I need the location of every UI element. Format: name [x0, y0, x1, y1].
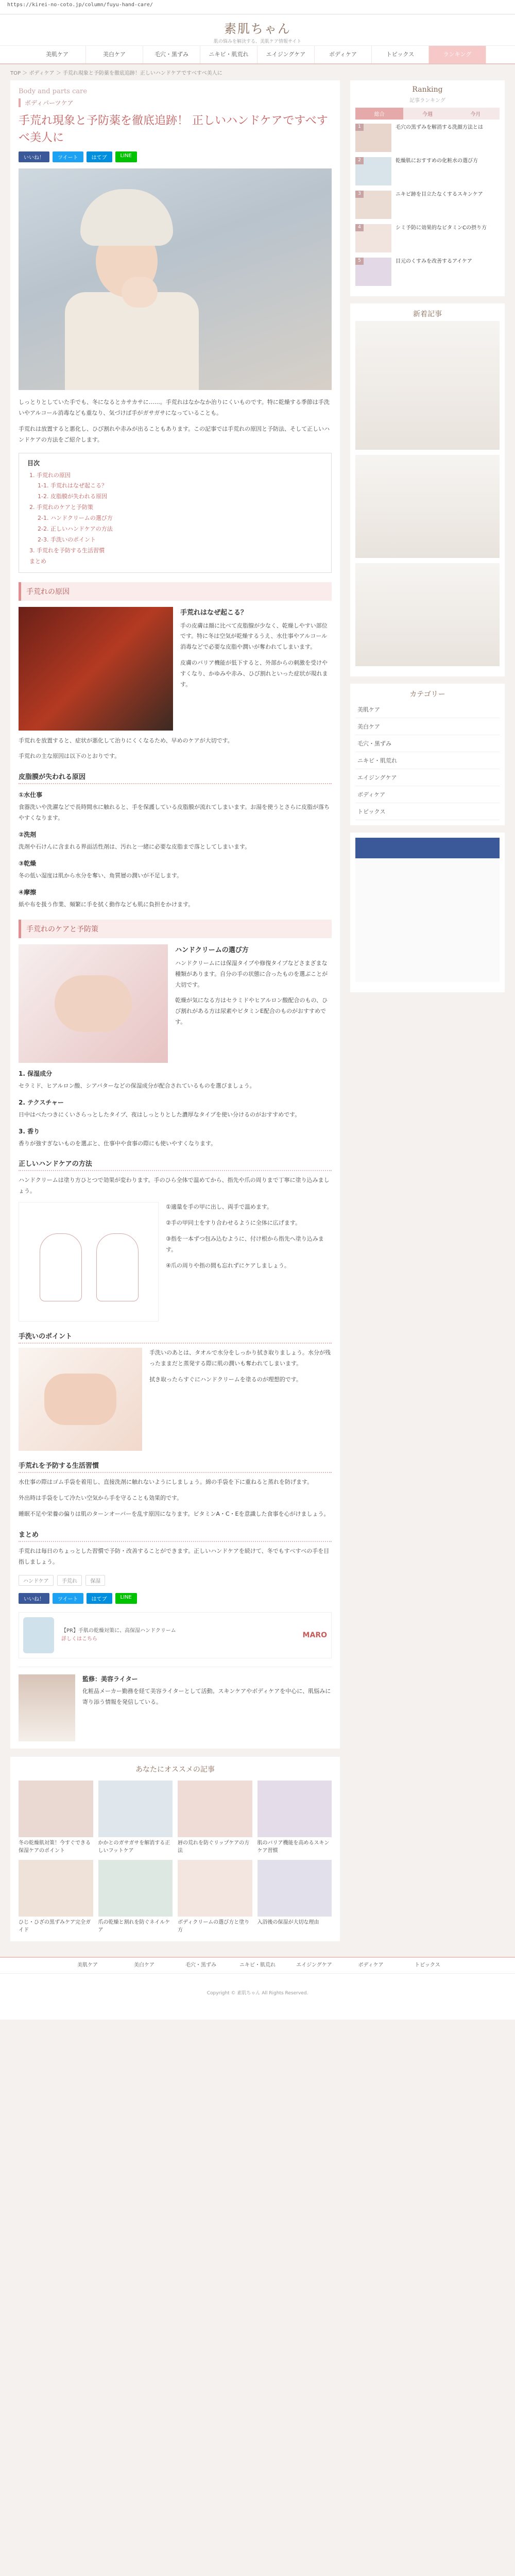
step-text: ④爪の周りや指の間も忘れずにケアしましょう。 [166, 1262, 290, 1269]
category-item[interactable]: エイジングケア [355, 769, 500, 786]
footer-nav-item[interactable]: 美肌ケア [77, 1962, 98, 1968]
rank-number: 5 [355, 258, 364, 265]
recommend-card-title: 爪の乾燥と割れを防ぐネイルケア [98, 1919, 170, 1933]
toc-item[interactable]: 2-3. 手洗いのポイント [38, 536, 96, 543]
global-nav [0, 45, 515, 64]
paragraph: 手荒れの主な原因は以下のとおりです。 [19, 753, 121, 760]
recommend-card[interactable] [19, 1781, 93, 1855]
item-heading: ③乾燥 [19, 860, 37, 868]
section-heading: 手荒れのケアと予防策 [19, 920, 332, 938]
facebook-share-button[interactable]: いいね！ [19, 1593, 49, 1604]
footer-nav-item[interactable]: 美白ケア [134, 1962, 154, 1968]
tag-list [19, 1575, 332, 1586]
rank-number: 2 [355, 157, 364, 164]
ad-text: 【PR】手肌の乾燥対策に、高保湿ハンドクリーム [61, 1628, 176, 1634]
hatena-share-button[interactable]: はてブ [87, 151, 112, 162]
footer-nav [0, 1958, 515, 1974]
copyright: Copyright © 素肌ちゃん All Rights Reserved. [207, 1990, 308, 1996]
line-share-button[interactable]: LINE [115, 1593, 137, 1604]
facebook-widget[interactable] [355, 838, 500, 982]
subsection-heading: 皮脂膜が失われる原因 [19, 769, 332, 784]
paragraph: 睡眠不足や栄養の偏りは肌のターンオーバーを乱す原因になります。ビタミンA・C・Eを意識した食事を心がけましょう。 [19, 1511, 330, 1518]
paragraph: 乾燥が気になる方はセラミドやヒアルロン酸配合のもの、ひび割れがある方は尿素やビタミンE配合のものがおすすめです。 [175, 997, 328, 1026]
item-heading: 3. 香り [19, 1127, 40, 1135]
paragraph: 香りが強すぎないものを選ぶと、仕事中や食事の際にも使いやすくなります。 [19, 1140, 217, 1147]
pickup-title: 新着記事 [413, 310, 442, 318]
item-heading: 2. テクスチャー [19, 1098, 64, 1106]
rank-number: 4 [355, 224, 364, 231]
ranking-item[interactable] [355, 124, 500, 152]
toc-title: 目次 [27, 459, 40, 467]
section-heading: 手荒れの原因 [19, 582, 332, 601]
tab-week[interactable]: 今週 [403, 108, 451, 120]
line-share-button[interactable]: LINE [115, 151, 137, 162]
paragraph: 冬の低い湿度は肌から水分を奪い、角質層の潤いが不足します。 [19, 872, 183, 879]
recommend-card-title: 冬の乾燥肌対策！今すぐできる保湿ケアのポイント [19, 1840, 91, 1854]
toc-item[interactable]: 1. 手荒れの原因 [29, 471, 71, 479]
nav-item[interactable]: トピックス [372, 46, 429, 63]
ranking-subtitle: 記事ランキング [409, 98, 445, 104]
ranking-item[interactable] [355, 157, 500, 185]
nav-item[interactable]: ニキビ・肌荒れ [200, 46, 258, 63]
category-item[interactable]: トピックス [355, 803, 500, 820]
tab-month[interactable]: 今月 [452, 108, 500, 120]
recommend-card-title: 入浴後の保湿が大切な理由 [257, 1919, 319, 1925]
article-title: 手荒れ現象と予防薬を徹底追跡！ 正しいハンドケアですべすべ美人に [19, 114, 328, 144]
site-footer [0, 1957, 515, 2020]
category-en: Body and parts care [19, 88, 88, 95]
subsection-heading: 正しいハンドケアの方法 [19, 1156, 332, 1171]
table-of-contents [19, 453, 332, 573]
paragraph: 日中はべたつきにくいさらっとしたタイプ、夜はしっとりとした濃厚なタイプを使い分けるのがおすすめです。 [19, 1111, 301, 1118]
nav-item[interactable]: 美白ケア [86, 46, 143, 63]
intro-paragraph: 手荒れは放置すると悪化し、ひび割れや赤みが出ることもあります。この記事では手荒れの原因と予防法、そして正しいハンドケアの方法をご紹介します。 [19, 425, 330, 443]
nav-item[interactable]: 毛穴・黒ずみ [143, 46, 200, 63]
ad-brand-logo: MARO [302, 1631, 327, 1639]
product-banner[interactable] [355, 321, 500, 450]
tag[interactable]: 保湿 [85, 1575, 105, 1586]
paragraph: 拭き取ったらすぐにハンドクリームを塗るのが理想的です。 [149, 1376, 302, 1383]
ranking-item-title: 目元のくすみを改善するアイケア [396, 259, 472, 264]
share-buttons-bottom [19, 1593, 332, 1604]
nav-item[interactable]: エイジングケア [258, 46, 315, 63]
footer-nav-item[interactable]: エイジングケア [296, 1962, 332, 1968]
product-banner[interactable] [355, 455, 500, 558]
intro-paragraph: しっとりとしていた手でも、冬になるとカサカサに……。手荒れはなかなか治りにくいものです。特に乾燥する季節は手洗いやアルコール消毒なども重なり、気づけば手がガサガサになっていることも。 [19, 399, 330, 416]
paragraph: ハンドクリームには保湿タイプや修復タイプなどさまざまな種類があります。自分の手の状態に合ったものを選ぶことが大切です。 [175, 959, 328, 988]
toc-item[interactable]: 2-2. 正しいハンドケアの方法 [38, 526, 113, 533]
tag[interactable]: ハンドケア [19, 1575, 54, 1586]
product-banner[interactable] [355, 563, 500, 666]
ranking-box [350, 80, 505, 296]
step-text: ②手の甲同士をすり合わせるように全体に広げます。 [166, 1219, 301, 1227]
address-bar[interactable]: https://kirei-no-coto.jp/column/fuyu-hand-care/ [0, 0, 515, 14]
toc-item[interactable]: 2-1. ハンドクリームの選び方 [38, 515, 113, 522]
ranking-item-title: ニキビ跡を目立たなくするスキンケア [396, 192, 483, 197]
step-text: ①適量を手の甲に出し、両手で温めます。 [166, 1204, 272, 1211]
step-text: ③指を一本ずつ包み込むように、付け根から指先へ塗り込みます。 [166, 1235, 324, 1253]
rank-number: 1 [355, 124, 364, 131]
subsection-heading: ハンドクリームの選び方 [175, 946, 249, 954]
site-header [0, 14, 515, 45]
recommend-card[interactable] [178, 1781, 252, 1855]
hand-cream-image [19, 944, 168, 1063]
item-heading: 1. 保湿成分 [19, 1070, 53, 1077]
ranking-item-title: シミ予防に効果的なビタミンCの摂り方 [396, 225, 487, 231]
ranking-item-title: 毛穴の黒ずみを解消する洗顔方法とは [396, 125, 483, 130]
author-box [19, 1667, 332, 1741]
paragraph: 食器洗いや洗濯などで長時間水に触れると、手を保護している皮脂膜が流れてしまいます。お湯を使うとさらに皮脂が落ちやすくなります。 [19, 804, 330, 822]
sidebar [350, 80, 505, 1749]
recommend-card[interactable] [178, 1860, 252, 1934]
footer-nav-item[interactable]: 毛穴・黒ずみ [185, 1962, 216, 1968]
subsection-heading: 手荒れを予防する生活習慣 [19, 1458, 332, 1473]
recommend-card[interactable] [258, 1781, 332, 1855]
site-logo[interactable]: 素肌ちゃん [224, 22, 291, 36]
hand-washing-image [19, 1348, 142, 1451]
ad-banner[interactable] [19, 1612, 332, 1658]
item-heading: ②洗剤 [19, 831, 37, 839]
author-avatar [19, 1674, 75, 1741]
recommend-card-title: 肌のバリア機能を高めるスキンケア習慣 [257, 1840, 330, 1854]
ranking-item[interactable] [355, 224, 500, 252]
facebook-share-button[interactable]: いいね！ [19, 151, 49, 162]
paragraph: ハンドクリームは塗り方ひとつで効果が変わります。手のひら全体で温めてから、指先や爪の周りまで丁寧に塗り込みましょう。 [19, 1177, 330, 1195]
hand-massage-diagram [19, 1202, 159, 1321]
recommend-card[interactable] [19, 1860, 93, 1934]
category-item[interactable]: ボディケア [355, 786, 500, 803]
footer-nav-item[interactable]: ボディケア [358, 1962, 384, 1968]
recommend-card-title: かかとのガサガサを解消する正しいフットケア [98, 1840, 170, 1854]
recommend-card[interactable] [98, 1781, 173, 1855]
paragraph: 紙や布を扱う作業、頻繁に手を拭く動作なども肌に負担をかけます。 [19, 901, 194, 908]
share-buttons [19, 151, 332, 162]
subsection-heading: 手荒れはなぜ起こる？ [180, 608, 248, 617]
ranking-tabs [355, 108, 500, 120]
category-title: カテゴリー [409, 690, 445, 699]
recommend-card-title: ひじ・ひざの黒ずみケア完全ガイド [19, 1919, 91, 1933]
footer-nav-item[interactable]: トピックス [415, 1962, 440, 1968]
twitter-share-button[interactable]: ツイート [53, 1593, 83, 1604]
paragraph: 皮膚のバリア機能が低下すると、外部からの刺激を受けやすくなり、かゆみや赤み、ひび割れといった症状が現れます。 [180, 659, 328, 688]
toc-item[interactable]: 3. 手荒れを予防する生活習慣 [29, 547, 105, 554]
author-name: 監修：美容ライター [82, 1675, 138, 1683]
ad-link[interactable]: 詳しくはこちら [61, 1636, 97, 1642]
nav-item[interactable]: 美肌ケア [29, 46, 86, 63]
ranking-item-title: 乾燥肌におすすめの化粧水の選び方 [396, 158, 478, 164]
category-label[interactable]: ボディパーツケア [19, 98, 332, 107]
paragraph: セラミド、ヒアルロン酸、シアバターなどの保湿成分が配合されているものを選びましょう。 [19, 1082, 255, 1089]
rank-number: 3 [355, 191, 364, 198]
red-leaf-image [19, 607, 173, 731]
recommend-card[interactable] [98, 1860, 173, 1934]
recommend-section [10, 1757, 340, 1941]
breadcrumb[interactable]: TOP ＞ ボディケア ＞ 手荒れ現象と予防薬を徹底追跡！正しいハンドケアですべすべ美人に [10, 71, 222, 76]
pickup-box [350, 303, 505, 676]
ranking-title: Ranking [412, 86, 443, 94]
category-item[interactable]: ニキビ・肌荒れ [355, 752, 500, 769]
category-item[interactable]: 美肌ケア [355, 701, 500, 718]
product-image [23, 1617, 54, 1653]
recommend-title: あなたにオススメの記事 [135, 1765, 215, 1774]
nav-item-active[interactable]: ランキング [429, 46, 486, 63]
toc-item[interactable]: まとめ [29, 557, 46, 565]
footer-nav-item[interactable]: ニキビ・肌荒れ [239, 1962, 276, 1968]
category-box [350, 684, 505, 825]
category-item[interactable]: 美白ケア [355, 718, 500, 735]
article [10, 80, 340, 1749]
paragraph: 手洗いのあとは、タオルで水分をしっかり拭き取りましょう。水分が残ったままだと蒸発する際に肌の潤いも奪われてしまいます。 [149, 1349, 331, 1367]
toc-item[interactable]: 1-2. 皮脂膜が失われる原因 [38, 493, 107, 500]
hatena-share-button[interactable]: はてブ [87, 1593, 112, 1604]
nav-item[interactable]: ボディケア [315, 46, 372, 63]
summary-paragraph: 手荒れは毎日のちょっとした習慣で予防・改善することができます。正しいハンドケアを続けて、冬でもすべすべの手を目指しましょう。 [19, 1547, 330, 1565]
toc-item[interactable]: 1-1. 手荒れはなぜ起こる？ [38, 482, 107, 489]
tag[interactable]: 手荒れ [57, 1575, 82, 1586]
recommend-card-title: 唇の荒れを防ぐリップケアの方法 [178, 1840, 250, 1854]
twitter-share-button[interactable]: ツイート [53, 151, 83, 162]
paragraph: 水仕事の際はゴム手袋を着用し、直接洗剤に触れないようにしましょう。綿の手袋を下に重ねると蒸れを防げます。 [19, 1479, 313, 1486]
tab-overall[interactable]: 総合 [355, 108, 403, 120]
paragraph: 手の皮膚は顔に比べて皮脂腺が少なく、乾燥しやすい部位です。特に冬は空気が乾燥するうえ、水仕事やアルコール消毒などで必要な皮脂や潤いが奪われてしまいます。 [180, 622, 328, 651]
ranking-item[interactable] [355, 191, 500, 219]
paragraph: 手荒れを放置すると、症状が悪化して治りにくくなるため、早めのケアが大切です。 [19, 737, 233, 744]
paragraph: 洗剤や石けんに含まれる界面活性剤は、汚れと一緒に必要な皮脂まで落としてしまいます。 [19, 843, 251, 851]
recommend-card-title: ボディクリームの選び方と塗り方 [178, 1919, 250, 1933]
category-item[interactable]: 毛穴・黒ずみ [355, 735, 500, 752]
subsection-heading: 手洗いのポイント [19, 1329, 332, 1344]
author-bio: 化粧品メーカー勤務を経て美容ライターとして活動。スキンケアやボディケアを中心に、肌悩みに寄り添う情報を発信している。 [82, 1687, 331, 1705]
site-tagline: 肌の悩みを解決する、美肌ケア情報サイト [213, 39, 302, 44]
summary-heading: まとめ [19, 1527, 332, 1542]
hero-image [19, 168, 332, 390]
paragraph: 外出時は手袋をして冷たい空気から手を守ることも効果的です。 [19, 1495, 183, 1502]
ranking-item[interactable] [355, 258, 500, 286]
item-heading: ①水仕事 [19, 791, 43, 799]
item-heading: ④摩擦 [19, 888, 37, 896]
social-box [350, 833, 505, 992]
recommend-card[interactable] [258, 1860, 332, 1934]
toc-item[interactable]: 2. 手荒れのケアと予防策 [29, 504, 93, 511]
